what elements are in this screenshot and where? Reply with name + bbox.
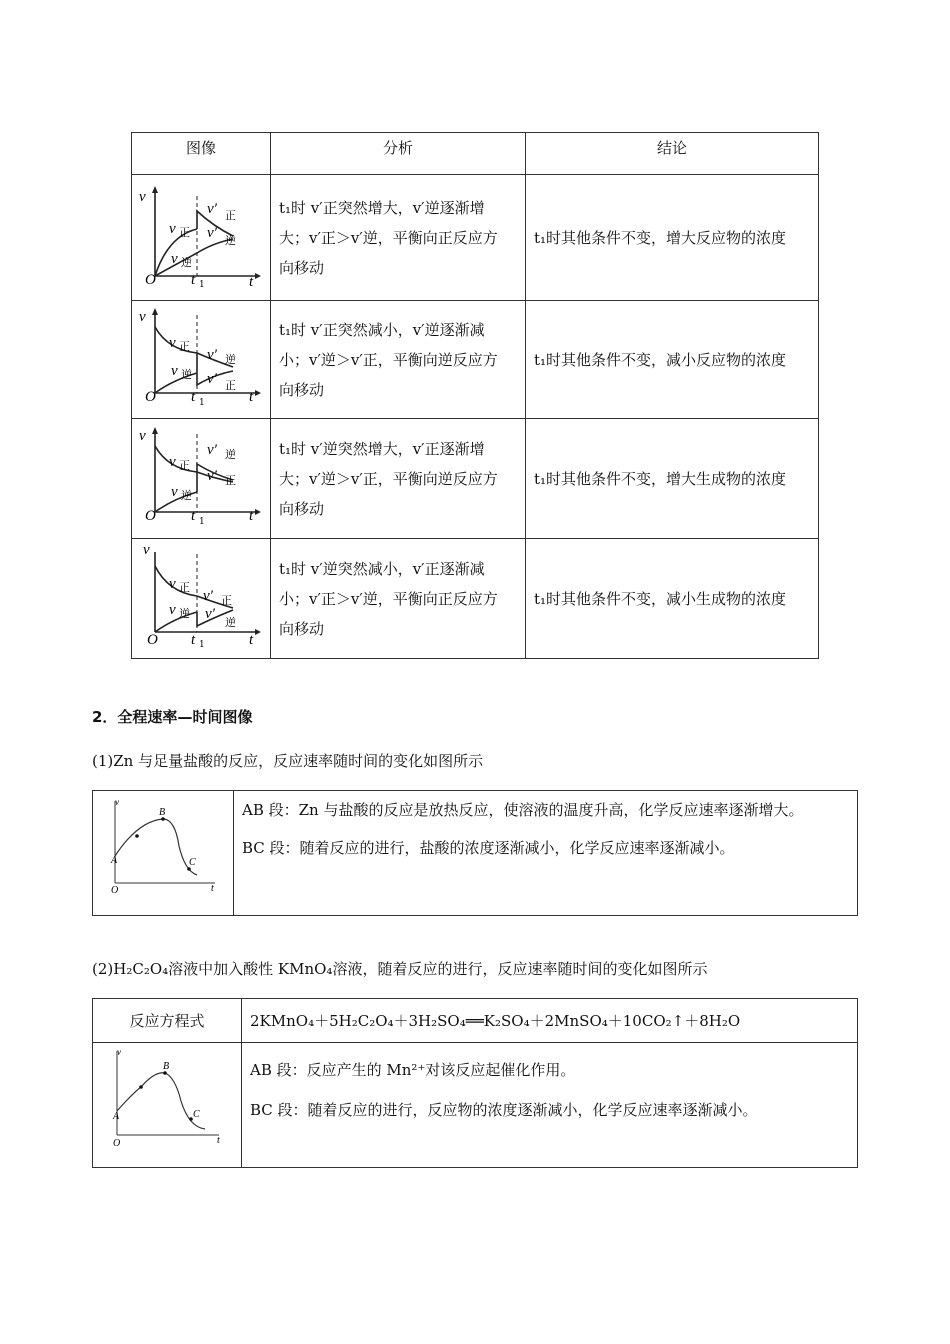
analysis-line: 小；v′逆＞v′正，平衡向逆反应方 [279,350,498,369]
table-header-row [132,133,819,175]
t1-sub: 1 [199,640,205,649]
v-axis-label: v [139,428,146,444]
analysis-cell [271,539,526,659]
t-axis-label: t [211,883,214,894]
graph-cell [132,419,271,539]
table-row [132,419,819,539]
origin-label: O [111,885,119,896]
t1-sub: 1 [199,517,205,527]
ab-segment-text: AB 段：反应产生的 Mn²⁺对该反应起催化作用。 [250,1061,576,1079]
zn-rate-table [92,790,858,916]
v-prime-lower-sub: 逆 [225,233,236,247]
v-reverse-sub: 逆 [179,607,190,620]
header-conclusion: 结论 [526,133,819,175]
point-c-label: C [193,1109,200,1120]
paragraph-zn-reaction: (1)Zn 与足量盐酸的反应，反应速率随时间的变化如图所示 [92,752,484,770]
v-forward-sub: 正 [179,340,190,353]
v-prime-lower-sub: 正 [225,474,236,487]
zn-rate-curve [93,791,233,911]
rate-time-table [131,132,819,659]
analysis-line: t₁时 v′正突然减小，v′逆逐渐减 [279,320,485,339]
graph-cell [132,301,271,419]
analysis-line: 大；v′正＞v′逆，平衡向正反应方 [279,228,498,247]
analysis-line: 小；v′正＞v′逆，平衡向正反应方 [279,589,498,608]
conclusion-cell: t₁时其他条件不变，减小生成物的浓度 [526,539,819,659]
v-axis-label: v [143,544,150,558]
rate-graph-increase-reactant [133,181,263,291]
origin-label: O [145,271,156,288]
v-prime-upper-label: v′ [207,200,217,217]
analysis-cell [271,419,526,539]
v-prime-upper-sub: 正 [225,208,236,222]
v-forward-sub: 正 [179,225,190,239]
v-axis-label: v [115,797,119,807]
point-a-label: A [113,1111,120,1122]
point-b-label: B [163,1061,170,1072]
v-prime-upper-label: v′ [207,347,217,363]
t-axis-label: t [249,273,254,290]
v-reverse-sub: 逆 [181,368,192,381]
v-forward-label: v [169,454,176,470]
v-forward-label: v [169,220,176,237]
point-a-label: A [111,855,118,866]
origin-label: O [147,632,158,648]
analysis-line: t₁时 v′逆突然减小，v′正逐渐减 [279,559,485,578]
conclusion-cell: t₁时其他条件不变，增大生成物的浓度 [526,419,819,539]
rate-graph-decrease-reactant [133,305,263,410]
paragraph-oxalic-reaction: (2)H₂C₂O₄溶液中加入酸性 KMnO₄溶液，随着反应的进行，反应速率随时间的变化如图所示 [92,960,708,978]
section-title: 2．全程速率—时间图像 [92,708,253,726]
v-forward-label: v [169,576,176,592]
conclusion-cell: t₁时其他条件不变，减小反应物的浓度 [526,301,819,419]
ab-segment-text: AB 段：Zn 与盐酸的反应是放热反应，使溶液的温度升高，化学反应速率逐渐增大。 [242,801,804,819]
v-reverse-label: v [171,484,178,500]
v-axis-label: v [139,188,146,205]
t1-label: t [191,271,196,288]
table-row [132,301,819,419]
v-reverse-sub: 逆 [181,489,192,502]
t1-label: t [191,508,196,524]
t-axis-label: t [249,632,254,648]
description-cell [242,1043,858,1168]
v-prime-upper-sub: 正 [221,594,232,607]
analysis-line: 向移动 [279,499,325,518]
v-prime-lower-sub: 正 [225,379,236,392]
equation-text: 2KMnO₄＋5H₂C₂O₄＋3H₂SO₄══K₂SO₄＋2MnSO₄＋10CO₂↑＋8H₂O [242,999,858,1043]
header-analysis: 分析 [271,133,526,175]
v-prime-lower-sub: 逆 [225,616,236,629]
table-row [132,539,819,659]
t1-sub: 1 [199,398,205,408]
point-b-label: B [159,807,166,818]
analysis-line: 向移动 [279,258,325,277]
v-prime-upper-sub: 逆 [225,353,236,366]
table-row [132,175,819,301]
v-prime-lower-label: v′ [207,468,217,484]
t-axis-label: t [249,389,254,405]
curve-cell [93,1043,242,1168]
analysis-line: 大；v′逆＞v′正，平衡向逆反应方 [279,469,498,488]
bc-segment-text: BC 段：随着反应的进行，盐酸的浓度逐渐减小，化学反应速率逐渐减小。 [242,839,735,857]
analysis-line: 向移动 [279,619,325,638]
v-axis-label: v [139,309,146,325]
rate-graph-increase-product [133,424,263,529]
v-reverse-sub: 逆 [181,255,192,269]
point-c-label: C [189,857,196,868]
conclusion-cell: t₁时其他条件不变，增大反应物的浓度 [526,175,819,301]
v-axis-label: v [117,1047,121,1057]
v-prime-upper-label: v′ [203,588,213,604]
t-axis-label: t [217,1135,220,1146]
analysis-cell [271,301,526,419]
v-forward-sub: 正 [179,459,190,472]
v-prime-lower-label: v′ [207,224,217,241]
analysis-line: t₁时 v′正突然增大，v′逆逐渐增 [279,198,485,217]
graph-cell [132,175,271,301]
analysis-line: 向移动 [279,380,325,399]
v-forward-label: v [169,335,176,351]
curve-cell [93,791,234,916]
t1-label: t [191,632,196,648]
v-reverse-label: v [171,250,178,267]
oxalic-rate-table [92,998,858,1168]
t1-label: t [191,389,196,405]
equation-label: 反应方程式 [93,999,242,1043]
t1-sub: 1 [199,279,205,290]
oxalic-rate-curve [93,1043,239,1163]
header-graph: 图像 [132,133,271,175]
origin-label: O [145,508,156,524]
v-prime-upper-label: v′ [207,442,217,458]
v-prime-lower-label: v′ [205,606,215,622]
graph-cell [132,539,271,659]
v-reverse-label: v [169,602,176,618]
v-prime-upper-sub: 逆 [225,448,236,461]
analysis-line: t₁时 v′逆突然增大，v′正逐渐增 [279,439,485,458]
analysis-cell [271,175,526,301]
origin-label: O [113,1138,121,1149]
origin-label: O [145,389,156,405]
bc-segment-text: BC 段：随着反应的进行，反应物的浓度逐渐减小，化学反应速率逐渐减小。 [250,1101,758,1119]
v-reverse-label: v [171,363,178,379]
rate-graph-decrease-product [133,544,263,649]
v-forward-sub: 正 [179,581,190,594]
t-axis-label: t [249,508,254,524]
description-cell [234,791,858,916]
v-prime-lower-label: v′ [207,371,217,387]
